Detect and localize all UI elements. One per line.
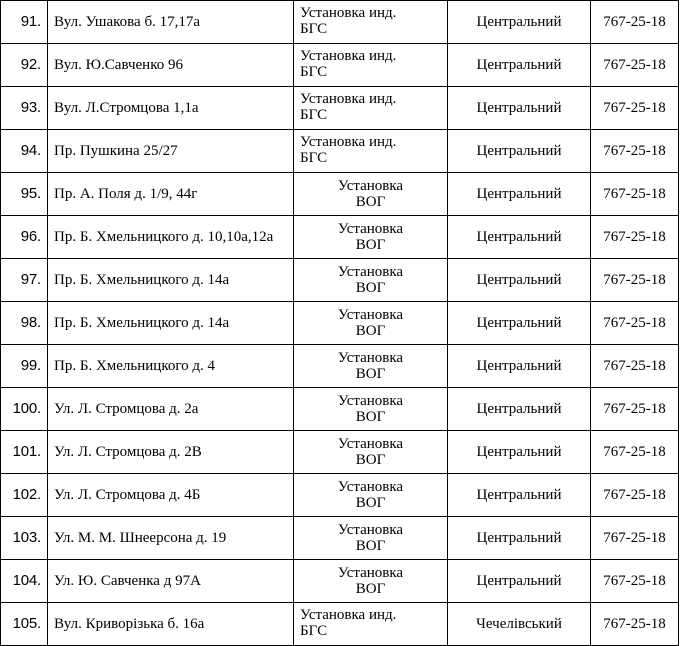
phone-cell: 767-25-18 (591, 173, 679, 216)
phone-cell: 767-25-18 (591, 560, 679, 603)
table-row (1, 87, 679, 130)
work-type-line: Установка инд. (300, 48, 397, 64)
work-type-cell (294, 603, 448, 646)
work-type-line: Установка (337, 392, 404, 409)
row-number: 97. (1, 259, 48, 302)
phone-cell: 767-25-18 (591, 44, 679, 87)
phone-cell: 767-25-18 (591, 345, 679, 388)
row-number: 99. (1, 345, 48, 388)
district-cell: Центральний (448, 302, 591, 345)
table-row (1, 216, 679, 259)
address-cell: Пр. Б. Хмельницкого д. 10,10а,12а (48, 216, 294, 259)
district-cell: Центральний (448, 173, 591, 216)
work-type-cell (294, 517, 448, 560)
work-type-cell (294, 173, 448, 216)
address-cell: Ул. Ю. Савченка д 97А (48, 560, 294, 603)
work-type-line: БГС (300, 21, 328, 38)
table-row (1, 302, 679, 345)
address-cell: Пр. Б. Хмельницкого д. 4 (48, 345, 294, 388)
work-type-line: Установка (337, 435, 404, 452)
address-cell: Вул. Криворізька б. 16а (48, 603, 294, 646)
address-cell: Пр. Б. Хмельницкого д. 14а (48, 302, 294, 345)
work-type-cell (294, 345, 448, 388)
district-cell: Центральний (448, 345, 591, 388)
row-number: 101. (1, 431, 48, 474)
row-number: 105. (1, 603, 48, 646)
district-cell: Центральний (448, 431, 591, 474)
row-number: 102. (1, 474, 48, 517)
address-cell: Ул. Л. Стромцова д. 2В (48, 431, 294, 474)
phone-cell: 767-25-18 (591, 517, 679, 560)
address-cell: Пр. Пушкина 25/27 (48, 130, 294, 173)
address-cell: Ул. М. М. Шнеерсона д. 19 (48, 517, 294, 560)
district-cell: Центральний (448, 474, 591, 517)
phone-cell: 767-25-18 (591, 431, 679, 474)
district-cell: Центральний (448, 1, 591, 44)
table-row (1, 517, 679, 560)
work-type-line: ВОГ (355, 280, 386, 296)
work-type-line: ВОГ (355, 495, 386, 511)
row-number: 104. (1, 560, 48, 603)
work-type-line: БГС (300, 623, 328, 640)
district-cell: Центральний (448, 388, 591, 431)
table-row (1, 431, 679, 474)
table-row (1, 388, 679, 431)
address-cell: Пр. А. Поля д. 1/9, 44г (48, 173, 294, 216)
district-cell: Центральний (448, 259, 591, 302)
table-row (1, 173, 679, 216)
work-type-line: БГС (300, 64, 328, 81)
row-number: 96. (1, 216, 48, 259)
phone-cell: 767-25-18 (591, 1, 679, 44)
work-type-line: Установка инд. (300, 5, 397, 21)
work-type-cell (294, 431, 448, 474)
work-type-line: Установка инд. (300, 91, 397, 107)
address-cell: Вул. Л.Стромцова 1,1а (48, 87, 294, 130)
work-type-line: ВОГ (355, 194, 386, 210)
work-type-line: ВОГ (355, 409, 386, 425)
work-type-line: Установка (337, 263, 404, 280)
work-type-line: ВОГ (355, 237, 386, 253)
phone-cell: 767-25-18 (591, 259, 679, 302)
row-number: 98. (1, 302, 48, 345)
work-type-cell (294, 216, 448, 259)
district-cell: Центральний (448, 87, 591, 130)
address-cell: Вул. Ю.Савченко 96 (48, 44, 294, 87)
work-type-cell (294, 474, 448, 517)
table-row (1, 1, 679, 44)
address-cell: Вул. Ушакова б. 17,17а (48, 1, 294, 44)
work-type-line: Установка (337, 177, 404, 194)
address-cell: Пр. Б. Хмельницкого д. 14а (48, 259, 294, 302)
table-body (1, 1, 679, 646)
work-type-cell (294, 259, 448, 302)
work-type-line: БГС (300, 150, 328, 167)
work-type-line: Установка (337, 220, 404, 237)
district-cell: Центральний (448, 517, 591, 560)
row-number: 94. (1, 130, 48, 173)
work-type-line: Установка (337, 521, 404, 538)
row-number: 93. (1, 87, 48, 130)
table-row (1, 603, 679, 646)
phone-cell: 767-25-18 (591, 87, 679, 130)
phone-cell: 767-25-18 (591, 130, 679, 173)
work-type-line: Установка инд. (300, 607, 397, 623)
row-number: 95. (1, 173, 48, 216)
work-type-cell (294, 388, 448, 431)
work-type-line: Установка (337, 564, 404, 581)
district-cell: Чечелівський (448, 603, 591, 646)
work-type-line: ВОГ (355, 581, 386, 597)
district-cell: Центральний (448, 560, 591, 603)
table-row (1, 44, 679, 87)
work-type-line: БГС (300, 107, 328, 124)
phone-cell: 767-25-18 (591, 302, 679, 345)
work-type-cell (294, 560, 448, 603)
work-type-line: Установка (337, 478, 404, 495)
work-type-cell (294, 1, 448, 44)
table-row (1, 259, 679, 302)
row-number: 91. (1, 1, 48, 44)
work-type-line: Установка (337, 349, 404, 366)
district-cell: Центральний (448, 216, 591, 259)
work-type-line: ВОГ (355, 323, 386, 339)
row-number: 103. (1, 517, 48, 560)
table-row (1, 345, 679, 388)
phone-cell: 767-25-18 (591, 603, 679, 646)
work-type-line: Установка инд. (300, 134, 397, 150)
district-cell: Центральний (448, 44, 591, 87)
table-row (1, 130, 679, 173)
work-type-cell (294, 87, 448, 130)
phone-cell: 767-25-18 (591, 216, 679, 259)
phone-cell: 767-25-18 (591, 388, 679, 431)
work-type-line: ВОГ (355, 538, 386, 554)
address-cell: Ул. Л. Стромцова д. 2а (48, 388, 294, 431)
row-number: 92. (1, 44, 48, 87)
work-type-line: ВОГ (355, 366, 386, 382)
work-type-cell (294, 44, 448, 87)
table-row (1, 560, 679, 603)
work-type-line: ВОГ (355, 452, 386, 468)
address-cell: Ул. Л. Стромцова д. 4Б (48, 474, 294, 517)
district-cell: Центральний (448, 130, 591, 173)
row-number: 100. (1, 388, 48, 431)
work-type-line: Установка (337, 306, 404, 323)
work-type-cell (294, 302, 448, 345)
table-row (1, 474, 679, 517)
work-type-cell (294, 130, 448, 173)
phone-cell: 767-25-18 (591, 474, 679, 517)
